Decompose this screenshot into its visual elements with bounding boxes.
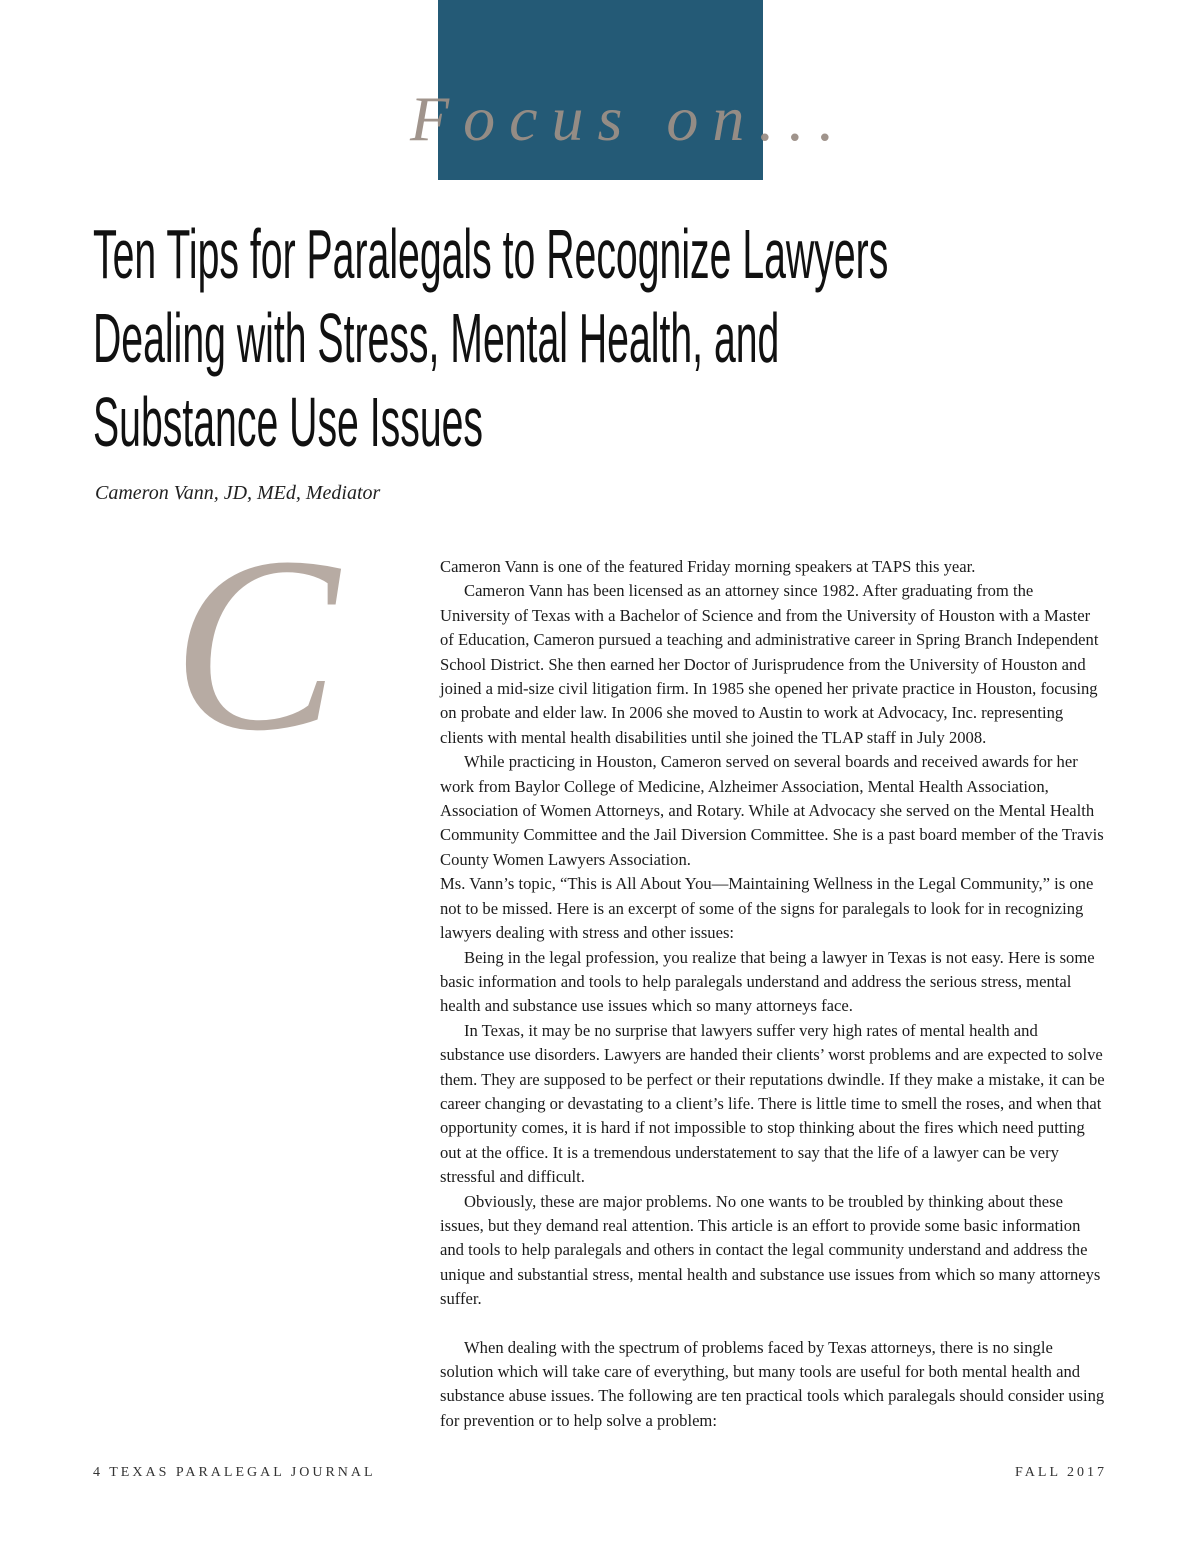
title-line-3: Substance Use Issues xyxy=(93,383,484,461)
paragraph-texas-rates: In Texas, it may be no surprise that lawyers suffer very high rates of mental health and substance use disorders. Lawyers are handed their clients’ worst problems and are expected to solve them. They are supposed to be perfect or their reputations dwindle. If they make a mistake, it can be career changing or devastating to a client’s life. There is little time to smell the roses, and when that opportunity comes, it is hard if not impossible to stop thinking about the fires which need putting out at the office. It is a tremendous understatement to say that the life of a lawyer can be very stressful and difficult. xyxy=(440,1020,1105,1187)
footer-issue-date: FALL 2017 xyxy=(1015,1465,1107,1480)
paragraph-bio: Cameron Vann has been licensed as an attorney since 1982. After graduating from the University of Texas with a Bachelor of Science and from the University of Houston with a Master of Education, Cameron pursued a teaching and administrative career in Spring Branch Independent School District. She then earned her Doctor of Jurisprudence from the University of Houston and joined a mid-size civil litigation firm. In 1985 she opened her private practice in Houston, focusing on probate and elder law. In 2006 she moved to Austin to work at Advocacy, Inc. representing clients with mental health disabilities until she joined the TLAP staff in July 2008. xyxy=(440,581,1099,747)
focus-on-label: Focus on... xyxy=(410,83,849,154)
title-line-1: Ten Tips for Paralegals to Recognize Lawyers xyxy=(93,215,889,293)
article-body xyxy=(440,555,1105,1433)
decorative-drop-cap: C xyxy=(172,506,339,783)
paragraph-intro: Cameron Vann is one of the featured Friday morning speakers at TAPS this year. xyxy=(440,557,976,576)
paragraph-awards: While practicing in Houston, Cameron served on several boards and received awards for her work from Baylor College of Medicine, Alzheimer Association, Mental Health Association, Association of Women Attorneys, and Rotary. While at Advocacy she served on the Mental Health Community Committee and the Jail Diversion Committee. She is a past board member of the Travis County Women Lawyers Association. xyxy=(440,752,1104,869)
paragraph-problems: Obviously, these are major problems. No one wants to be troubled by thinking about these issues, but they demand real attention. This article is an effort to provide some basic information and tools to help paralegals and others in contact the legal community understand and address the unique and substantial stress, mental health and substance use issues from which so many attorneys suffer. xyxy=(440,1191,1101,1309)
paragraph-profession: Being in the legal profession, you realize that being a lawyer in Texas is not easy. Here is some basic information and tools to help paralegals understand and address the serious stress, mental health and substance use issues which so many attorneys face. xyxy=(440,947,1095,1016)
title-line-2: Dealing with Stress, Mental Health, and xyxy=(93,299,780,377)
author-byline: Cameron Vann, JD, MEd, Mediator xyxy=(95,482,381,504)
footer-journal-name: 4 TEXAS PARALEGAL JOURNAL xyxy=(93,1465,376,1480)
paragraph-topic: Ms. Vann’s topic, “This is All About You—Maintaining Wellness in the Legal Community,” is one not to be missed. Here is an excerpt of some of the signs for paralegals to look for in recognizing lawyers dealing with stress and other issues: xyxy=(440,874,1094,943)
article-title xyxy=(93,212,922,464)
paragraph-tools: When dealing with the spectrum of problems faced by Texas attorneys, there is no single solution which will take care of everything, but many tools are useful for both mental health and substance abuse issues. The following are ten practical tools which paralegals should consider using for prevention or to help solve a problem: xyxy=(440,1337,1105,1430)
